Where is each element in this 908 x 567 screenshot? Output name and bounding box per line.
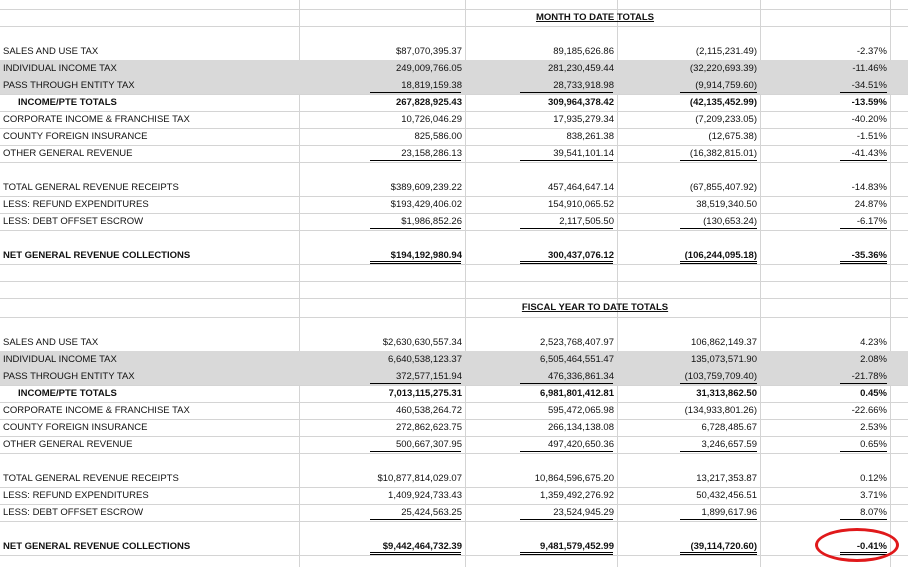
value-cell[interactable]: 154,910,065.52 (547, 199, 614, 210)
underline (840, 383, 887, 384)
value-cell[interactable]: -2.37% (856, 46, 887, 57)
underline (370, 383, 461, 384)
value-cell[interactable]: -1.51% (856, 131, 887, 142)
value-cell[interactable]: 10,864,596,675.20 (534, 473, 614, 484)
double-underline (370, 552, 461, 555)
value-cell[interactable]: (67,855,407.92) (689, 182, 757, 193)
value-cell[interactable]: 272,862,623.75 (395, 422, 462, 433)
value-cell[interactable]: $389,609,239.22 (390, 182, 462, 193)
row-divider (0, 298, 908, 299)
row-divider (0, 9, 908, 10)
value-cell[interactable]: 309,964,378.42 (547, 97, 614, 108)
value-cell[interactable]: 2,117,505.50 (559, 216, 614, 227)
underline (370, 519, 461, 520)
value-cell[interactable]: 23,158,286.13 (401, 148, 462, 159)
fiscal-year-to-date-title: FISCAL YEAR TO DATE TOTALS (521, 302, 669, 313)
value-cell[interactable]: (32,220,693.39) (689, 63, 757, 74)
row-label[interactable]: TOTAL GENERAL REVENUE RECEIPTS (3, 473, 179, 484)
month-to-date-title: MONTH TO DATE TOTALS (535, 12, 655, 23)
value-cell[interactable]: 476,336,861.34 (547, 371, 614, 382)
value-cell[interactable]: 6,505,464,551.47 (540, 354, 614, 365)
row-label[interactable]: PASS THROUGH ENTITY TAX (3, 371, 135, 382)
underline (370, 228, 461, 229)
row-label[interactable]: NET GENERAL REVENUE COLLECTIONS (3, 541, 191, 552)
value-cell[interactable]: -13.59% (851, 97, 887, 108)
value-cell[interactable]: 24.87% (854, 199, 887, 210)
row-label[interactable]: INCOME/PTE TOTALS (18, 97, 117, 108)
value-cell[interactable]: 266,134,138.08 (547, 422, 614, 433)
underline (840, 228, 887, 229)
underline (520, 92, 613, 93)
underline (840, 519, 887, 520)
value-cell[interactable]: 825,586.00 (414, 131, 462, 142)
value-cell[interactable]: $194,192,980.94 (390, 250, 462, 261)
value-cell[interactable]: -11.46% (852, 63, 887, 74)
value-cell[interactable]: -21.78% (851, 371, 887, 382)
value-cell[interactable]: 18,819,159.38 (401, 80, 462, 91)
value-cell[interactable]: (39,114,720.60) (690, 541, 757, 552)
row-label[interactable]: INCOME/PTE TOTALS (18, 388, 117, 399)
value-cell[interactable]: (103,759,709.40) (684, 371, 757, 382)
value-cell[interactable]: 135,073,571.90 (690, 354, 757, 365)
value-cell[interactable]: $9,442,464,732.39 (382, 541, 462, 552)
value-cell[interactable]: 10,726,046.29 (401, 114, 462, 125)
row-label[interactable]: INDIVIDUAL INCOME TAX (3, 63, 117, 74)
underline (680, 383, 757, 384)
row-label[interactable]: NET GENERAL REVENUE COLLECTIONS (3, 250, 191, 261)
value-cell[interactable]: 28,733,918.98 (553, 80, 614, 91)
row-divider (0, 281, 908, 282)
underline (520, 451, 613, 452)
value-cell[interactable]: (7,209,233.05) (695, 114, 757, 125)
value-cell[interactable]: 38,519,340.50 (696, 199, 757, 210)
value-cell[interactable]: 7,013,115,275.31 (388, 388, 462, 399)
value-cell[interactable]: 460,538,264.72 (395, 405, 462, 416)
row-divider (0, 555, 908, 556)
value-cell[interactable]: 1,359,492,276.92 (540, 490, 614, 501)
row-label[interactable]: PASS THROUGH ENTITY TAX (3, 80, 135, 91)
value-cell[interactable]: 6,640,538,123.37 (388, 354, 462, 365)
value-cell[interactable]: 2.08% (860, 354, 887, 365)
value-cell[interactable]: (2,115,231.49) (695, 46, 757, 57)
value-cell[interactable]: $87,070,395.37 (395, 46, 462, 57)
table-row (0, 94, 908, 111)
underline (840, 92, 887, 93)
table-row (0, 60, 908, 77)
value-cell[interactable]: 1,409,924,733.43 (388, 490, 462, 501)
double-underline (520, 552, 613, 555)
value-cell[interactable]: 595,472,065.98 (547, 405, 614, 416)
double-underline (680, 552, 757, 555)
value-cell[interactable]: (16,382,815.01) (689, 148, 757, 159)
row-label[interactable]: COUNTY FOREIGN INSURANCE (3, 422, 148, 433)
underline (520, 160, 613, 161)
value-cell[interactable]: (12,675.38) (708, 131, 757, 142)
table-row (0, 351, 908, 368)
value-cell[interactable]: 0.12% (860, 473, 887, 484)
row-divider (0, 230, 908, 231)
value-cell[interactable]: 50,432,456.51 (696, 490, 757, 501)
value-cell[interactable]: 0.65% (860, 439, 887, 450)
underline (520, 519, 613, 520)
underline (370, 92, 461, 93)
value-cell[interactable]: $1,986,852.26 (401, 216, 462, 227)
value-cell[interactable]: 372,577,151.94 (395, 371, 462, 382)
value-cell[interactable]: -41.43% (851, 148, 887, 159)
value-cell[interactable]: 17,935,279.34 (553, 114, 614, 125)
value-cell[interactable]: 500,667,307.95 (395, 439, 462, 450)
value-cell[interactable]: 13,217,353.87 (696, 473, 757, 484)
value-cell[interactable]: $10,877,814,029.07 (377, 473, 462, 484)
value-cell[interactable]: -14.83% (851, 182, 887, 193)
value-cell[interactable]: 106,862,149.37 (690, 337, 757, 348)
underline (680, 228, 757, 229)
value-cell[interactable]: -6.17% (856, 216, 887, 227)
table-row (0, 385, 908, 402)
value-cell[interactable]: 2,523,768,407.97 (540, 337, 614, 348)
value-cell[interactable]: (106,244,095.18) (684, 250, 757, 261)
value-cell[interactable]: 6,728,485.67 (701, 422, 757, 433)
table-row (0, 487, 908, 504)
value-cell[interactable]: 497,420,650.36 (547, 439, 614, 450)
underline (370, 160, 461, 161)
value-cell[interactable]: 39,541,101.14 (553, 148, 614, 159)
row-label[interactable]: SALES AND USE TAX (3, 337, 99, 348)
highlight-circle (815, 528, 899, 562)
value-cell[interactable]: 89,185,626.86 (553, 46, 614, 57)
table-row (0, 111, 908, 128)
row-divider (0, 162, 908, 163)
table-row (0, 196, 908, 213)
row-divider (0, 453, 908, 454)
underline (520, 228, 613, 229)
value-cell[interactable]: 838,261.38 (566, 131, 614, 142)
underline (520, 383, 613, 384)
underline (840, 160, 887, 161)
row-label[interactable]: LESS: DEBT OFFSET ESCROW (3, 216, 144, 227)
value-cell[interactable]: 6,981,801,412.81 (540, 388, 614, 399)
row-divider (0, 264, 908, 265)
value-cell[interactable]: 31,313,862.50 (696, 388, 757, 399)
row-label[interactable]: SALES AND USE TAX (3, 46, 99, 57)
underline (680, 92, 757, 93)
value-cell[interactable]: -35.36% (851, 250, 887, 261)
table-row (0, 419, 908, 436)
value-cell[interactable]: 1,899,617.96 (701, 507, 757, 518)
underline (680, 160, 757, 161)
row-label[interactable]: OTHER GENERAL REVENUE (3, 439, 133, 450)
value-cell[interactable]: 2.53% (860, 422, 887, 433)
row-label[interactable]: LESS: DEBT OFFSET ESCROW (3, 507, 144, 518)
row-divider (0, 26, 908, 27)
value-cell[interactable]: (130,653.24) (703, 216, 757, 227)
row-label[interactable]: COUNTY FOREIGN INSURANCE (3, 131, 148, 142)
table-row (0, 470, 908, 487)
row-label[interactable]: OTHER GENERAL REVENUE (3, 148, 133, 159)
value-cell[interactable]: -40.20% (851, 114, 887, 125)
value-cell[interactable]: 300,437,076.12 (547, 250, 614, 261)
row-label[interactable]: CORPORATE INCOME & FRANCHISE TAX (3, 114, 190, 125)
value-cell[interactable]: 457,464,647.14 (547, 182, 614, 193)
table-row (0, 334, 908, 351)
underline (370, 451, 461, 452)
table-row (0, 402, 908, 419)
value-cell[interactable]: 3,246,657.59 (701, 439, 757, 450)
table-row (0, 179, 908, 196)
value-cell[interactable]: 0.45% (860, 388, 887, 399)
row-label[interactable]: LESS: REFUND EXPENDITURES (3, 490, 149, 501)
row-divider (0, 317, 908, 318)
value-cell[interactable]: 9,481,579,452.99 (540, 541, 614, 552)
value-cell[interactable]: (134,933,801.26) (684, 405, 757, 416)
underline (680, 519, 757, 520)
table-row (0, 43, 908, 60)
value-cell[interactable]: $2,630,630,557.34 (382, 337, 462, 348)
value-cell[interactable]: 3.71% (860, 490, 887, 501)
underline (840, 451, 887, 452)
value-cell[interactable]: 249,009,766.05 (395, 63, 462, 74)
row-label[interactable]: TOTAL GENERAL REVENUE RECEIPTS (3, 182, 179, 193)
value-cell[interactable]: (42,135,452.99) (689, 97, 757, 108)
value-cell[interactable]: 281,230,459.44 (547, 63, 614, 74)
value-cell[interactable]: -22.66% (851, 405, 887, 416)
table-row (0, 128, 908, 145)
value-cell[interactable]: 25,424,563.25 (401, 507, 462, 518)
row-label[interactable]: INDIVIDUAL INCOME TAX (3, 354, 117, 365)
value-cell[interactable]: (9,914,759.60) (695, 80, 757, 91)
row-divider (0, 521, 908, 522)
value-cell[interactable]: 23,524,945.29 (553, 507, 614, 518)
value-cell[interactable]: $193,429,406.02 (390, 199, 462, 210)
value-cell[interactable]: -0.41% (856, 541, 887, 552)
value-cell[interactable]: -34.51% (851, 80, 887, 91)
value-cell[interactable]: 8.07% (860, 507, 887, 518)
value-cell[interactable]: 4.23% (860, 337, 887, 348)
row-label[interactable]: CORPORATE INCOME & FRANCHISE TAX (3, 405, 190, 416)
row-label[interactable]: LESS: REFUND EXPENDITURES (3, 199, 149, 210)
value-cell[interactable]: 267,828,925.43 (395, 97, 462, 108)
underline (680, 451, 757, 452)
